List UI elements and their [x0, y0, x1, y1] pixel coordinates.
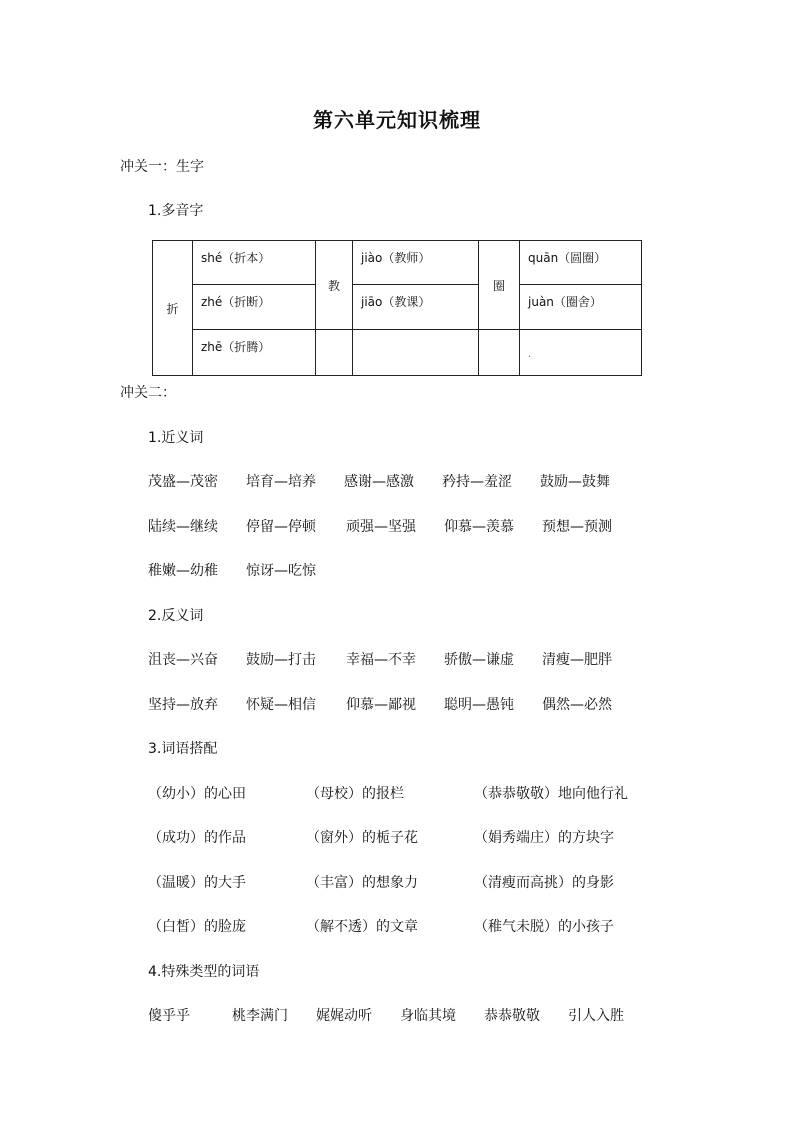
- word-pair: 鼓励—打击: [246, 652, 316, 668]
- special-word: 身临其境: [400, 1008, 456, 1024]
- collocation: （娟秀端庄）的方块字: [474, 830, 614, 846]
- word-pair: 幸福—不幸: [346, 652, 416, 668]
- subheading-synonyms: 1.近义词: [148, 430, 204, 446]
- reading-cell: zhē（折腾）: [193, 330, 316, 376]
- word-pair: 清瘦—肥胖: [542, 652, 612, 668]
- reading-cell: juàn（圈舍）: [520, 285, 642, 330]
- word-pair: 沮丧—兴奋: [148, 652, 218, 668]
- word-pair: 陆续—继续: [148, 519, 218, 535]
- section-heading-2: 冲关二：: [120, 385, 176, 401]
- subheading-collocations: 3.词语搭配: [148, 741, 218, 757]
- collocation: （稚气未脱）的小孩子: [474, 919, 614, 935]
- word-pair: 怀疑—相信: [246, 697, 316, 713]
- subheading-polyphones: 1.多音字: [148, 203, 204, 219]
- word-pair: 仰慕—鄙视: [346, 697, 416, 713]
- special-word: 桃李满门: [232, 1008, 288, 1024]
- collocation: （清瘦而高挑）的身影: [474, 875, 614, 891]
- empty-cell: [316, 330, 353, 376]
- word-pair: 停留—停顿: [246, 519, 316, 535]
- polyphone-char-zhe: 折: [153, 241, 193, 376]
- word-pair: 聪明—愚钝: [444, 697, 514, 713]
- collocation: （解不透）的文章: [306, 919, 418, 935]
- collocation: （恭恭敬敬）地向他行礼: [474, 786, 628, 802]
- word-pair: 仰慕—羡慕: [444, 519, 514, 535]
- word-pair: 培育—培养: [246, 474, 316, 490]
- reading-cell: jiào（教师）: [353, 241, 479, 285]
- word-pair: 坚持—放弃: [148, 697, 218, 713]
- word-pair: 稚嫩—幼稚: [148, 563, 218, 579]
- collocation: （温暖）的大手: [148, 875, 246, 891]
- reading-cell: shé（折本）: [193, 241, 316, 285]
- special-word: 傻乎乎: [148, 1008, 190, 1024]
- mark-cell: [520, 330, 642, 376]
- collocation: （成功）的作品: [148, 830, 246, 846]
- word-pair: 预想—预测: [542, 519, 612, 535]
- stray-mark: .: [528, 348, 532, 360]
- empty-cell: [479, 330, 520, 376]
- polyphone-char-quan: 圈: [479, 241, 520, 330]
- collocation: （丰富）的想象力: [306, 875, 418, 891]
- word-pair: 矜持—羞涩: [442, 474, 512, 490]
- word-pair: 感谢—感激: [344, 474, 414, 490]
- reading-cell: quān（圆圈）: [520, 241, 642, 285]
- collocation: （窗外）的栀子花: [306, 830, 418, 846]
- empty-cell: [353, 330, 479, 376]
- collocation: （幼小）的心田: [148, 786, 246, 802]
- special-word: 娓娓动听: [316, 1008, 372, 1024]
- word-pair: 偶然—必然: [542, 697, 612, 713]
- subheading-antonyms: 2.反义词: [148, 608, 204, 624]
- special-word: 引人入胜: [568, 1008, 624, 1024]
- collocation: （白皙）的脸庞: [148, 919, 246, 935]
- word-pair: 鼓励—鼓舞: [540, 474, 610, 490]
- word-pair: 骄傲—谦虚: [444, 652, 514, 668]
- polyphone-table: [152, 240, 642, 376]
- subheading-special-words: 4.特殊类型的词语: [148, 964, 260, 980]
- page-title: 第六单元知识梳理: [313, 108, 481, 132]
- word-pair: 茂盛—茂密: [148, 474, 218, 490]
- reading-cell: zhé（折断）: [193, 285, 316, 330]
- section-heading-1: 冲关一：生字: [120, 159, 204, 175]
- collocation: （母校）的报栏: [306, 786, 404, 802]
- special-word: 恭恭敬敬: [484, 1008, 540, 1024]
- polyphone-char-jiao: 教: [316, 241, 353, 330]
- reading-cell: jiāo（教课）: [353, 285, 479, 330]
- word-pair: 惊讶—吃惊: [246, 563, 316, 579]
- word-pair: 顽强—坚强: [346, 519, 416, 535]
